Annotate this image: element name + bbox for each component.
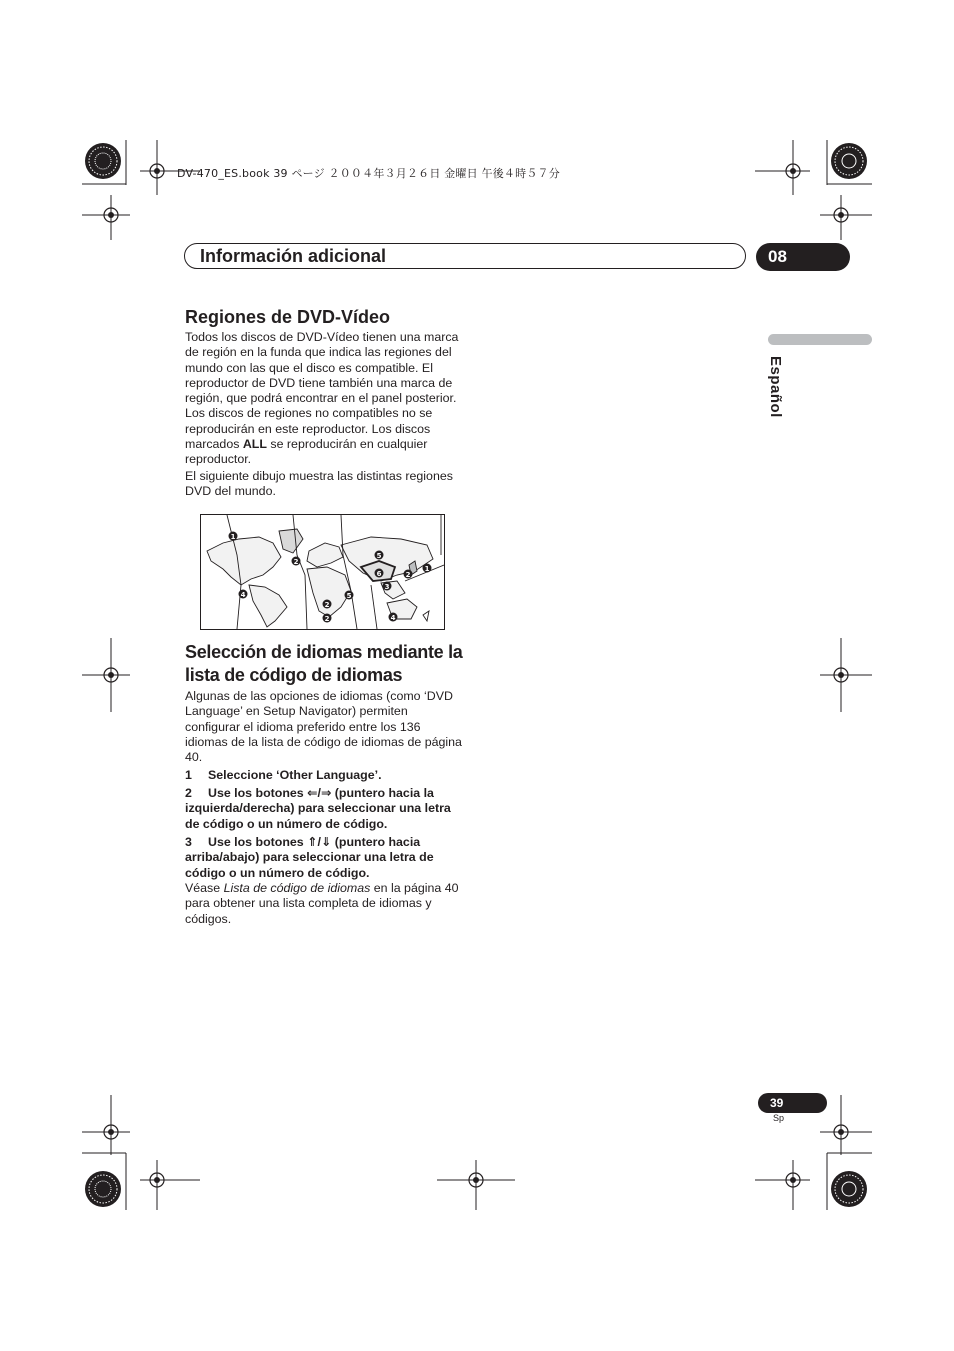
section-title-dvd-regions: Regiones de DVD-Vídeo [185, 307, 391, 327]
step-number: 2 [185, 786, 192, 800]
step-2 [185, 786, 465, 832]
crosshair-icon [82, 1095, 130, 1155]
region-number: 4 [240, 591, 246, 599]
crosshair-icon [82, 638, 130, 712]
chapter-title: Información adicional [200, 246, 387, 266]
region-label-1-east [423, 564, 432, 574]
chapter-number: 08 [768, 247, 787, 266]
crosshair-icon [820, 638, 872, 712]
body-paragraph: Algunas de las opciones de idiomas (como ‘DVD Language’ en Setup Navigator) permiten configurar el idioma preferido entre los 136 idiomas de la lista de código de idiomas de página 40. [185, 689, 462, 765]
printer-slug: DV-470_ES.book 39 ページ ２００４年３月２６日 金曜日 午後４時５７分 [177, 167, 560, 180]
region-number: 1 [230, 533, 236, 541]
region-number: 1 [424, 565, 430, 573]
crosshair-icon [755, 140, 810, 195]
region-number: 6 [376, 570, 382, 578]
step-number: 3 [185, 835, 192, 849]
crosshair-icon [140, 1160, 200, 1210]
region-number: 2 [293, 558, 299, 566]
step-3 [185, 835, 465, 881]
crosshair-icon [820, 1095, 872, 1155]
step-text: Use los botones ⇐/⇒ (puntero hacia la izquierda/derecha) para seleccionar una letra de código o un número de código. [185, 786, 451, 831]
region-number: 5 [346, 592, 352, 600]
crosshair-icon [82, 195, 130, 240]
body-paragraph [185, 330, 465, 468]
crosshair-icon [820, 195, 872, 240]
page-number-badge [758, 1093, 827, 1113]
page-number: 39 [770, 1096, 784, 1110]
region-label-4-au [389, 613, 398, 623]
body-paragraph: El siguiente dibujo muestra las distintas regiones DVD del mundo. [185, 469, 453, 499]
text-run: Véase [185, 881, 224, 895]
region-number: 5 [376, 552, 382, 560]
region-number: 2 [324, 615, 330, 623]
text-run: se reproducirán en cualquier reproductor. [185, 437, 428, 467]
section-title-language-selection: Selección de idiomas mediante la lista de código de idiomas [185, 642, 463, 685]
language-tab-bar [768, 334, 872, 345]
crop-target-icon [831, 143, 867, 179]
region-label-4-sa [239, 590, 248, 600]
region-map-frame [200, 514, 445, 630]
language-tab-label: Español [767, 356, 784, 418]
region-label-2-af [323, 614, 332, 624]
region-label-2-eu [292, 557, 301, 567]
crop-target-icon [85, 143, 121, 179]
region-label-2-jp [404, 570, 413, 580]
text-run: en la página 40 para obtener una lista completa de idiomas y códigos. [185, 881, 459, 926]
step-1 [185, 768, 465, 783]
crosshair-icon [755, 1160, 810, 1210]
region-number: 3 [384, 583, 390, 591]
body-paragraph [185, 881, 465, 927]
crop-target-icon [831, 1171, 867, 1207]
cross-reference: Lista de código de idiomas [223, 881, 371, 895]
page-language-code: Sp [773, 1113, 785, 1123]
text-run: Todos los discos de DVD-Vídeo tienen una marca de región en la funda que indica las regiones del mundo con las que el disco es compatible. El reproductor de DVD tiene también una marca de región, que podrá encontrar en el panel posterior. Los discos de regiones no compatibles no se reproducirán en este reproductor. Los discos marcados [185, 330, 459, 452]
region-number: 2 [405, 571, 411, 579]
step-text: Seleccione ‘Other Language’. [208, 768, 382, 782]
world-region-map [201, 515, 444, 629]
crosshair-icon [437, 1160, 515, 1210]
crop-target-icon [85, 1171, 121, 1207]
bold-term: ALL [242, 437, 267, 452]
step-number: 1 [185, 768, 192, 782]
region-number: 4 [390, 614, 396, 622]
step-text: Use los botones ⇑/⇓ (puntero hacia arriba/abajo) para seleccionar una letra de código o un número de código. [185, 835, 434, 880]
region-number: 2 [324, 601, 330, 609]
